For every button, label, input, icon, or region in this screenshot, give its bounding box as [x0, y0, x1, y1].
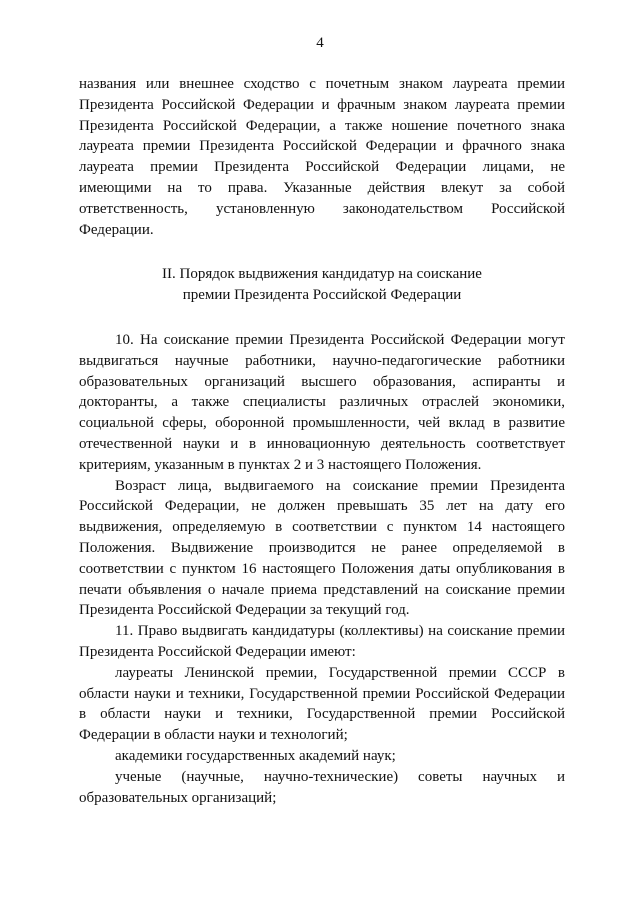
section-heading	[79, 264, 565, 306]
section-heading-line-2: премии Президента Российской Федерации	[182, 287, 462, 304]
list-item-councils: ученые (научные, научно-технические) советы научных и образовательных организаций;	[79, 768, 565, 806]
page-number: 4	[316, 35, 324, 51]
list-item-academicians: академики государственных академий наук;	[115, 747, 396, 764]
continuation-paragraph: названия или внешнее сходство с почетным знаком лауреата премии Президента Российской Федерации и фрачным знаком лауреата премии Президента Российской Федерации, а также ношение почетного знака лауреата премии Президента Российской Федерации и фрачного знака лауреата премии Президента Российской Федерации лицами, не имеющими на то права. Указанные действия влекут за собой ответственность, установленную законодательством Российской Федерации.	[79, 76, 565, 238]
section-heading-line-1: II. Порядок выдвижения кандидатур на соискание	[162, 266, 482, 283]
list-item-laureates: лауреаты Ленинской премии, Государственной премии СССР в области науки и техники, Государственной премии Российской Федерации в области науки и техники, Государственной премии Российской Федерации в области науки и технологий;	[79, 664, 565, 744]
paragraph-11: 11. Право выдвигать кандидатуры (коллективы) на соискание премии Президента Российской Федерации имеют:	[79, 623, 565, 660]
document-body	[79, 74, 565, 808]
paragraph-age-limit: Возраст лица, выдвигаемого на соискание премии Президента Российской Федерации, не должен превышать 35 лет на дату его выдвижения, определяемую в соответствии с пунктом 14 настоящего Положения. Выдвижение производится не ранее определяемой в соответствии с пунктом 16 настоящего Положения даты опубликования в печати объявления о начале приема представлений на соискание премии Президента Российской Федерации за текущий год.	[79, 477, 565, 619]
paragraph-10: 10. На соискание премии Президента Российской Федерации могут выдвигаться научные работники, научно-педагогические работники образовательных организаций высшего образования, аспиранты и докторанты, а также специалисты различных отраслей экономики, социальной сферы, оборонной промышленности, чей вклад в развитие отечественной науки и в инновационную деятельность соответствует критериям, указанным в пунктах 2 и 3 настоящего Положения.	[79, 331, 565, 473]
